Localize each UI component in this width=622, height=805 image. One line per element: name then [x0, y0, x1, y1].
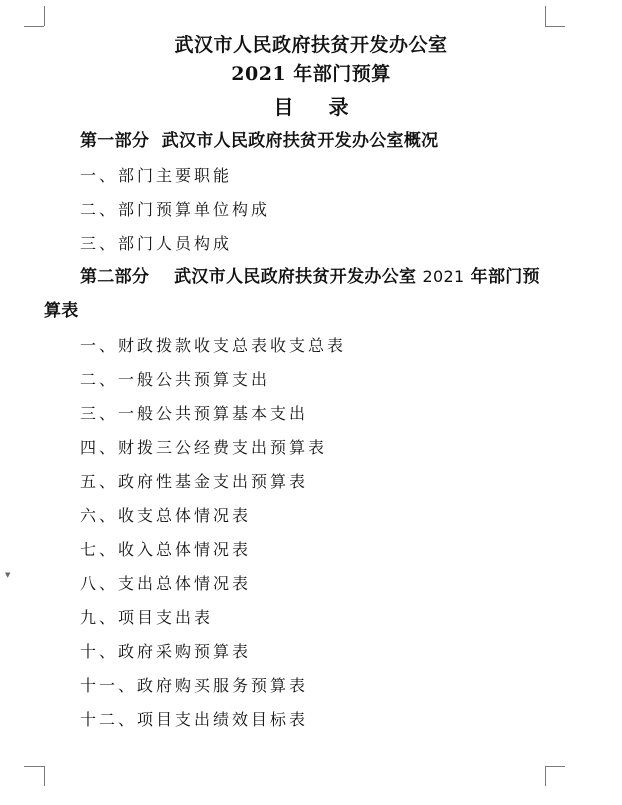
- part2-item-5: 五、政府性基金支出预算表: [80, 472, 309, 491]
- part2-item-4: 四、财拨三公经费支出预算表: [80, 438, 328, 457]
- crop-mark-top-left-h: [24, 26, 44, 27]
- crop-mark-bottom-right-v: [545, 766, 546, 786]
- part2-title-b: 年部门预: [470, 267, 540, 287]
- part1-heading: [80, 126, 438, 151]
- part2-heading-wrap: 算表: [44, 301, 79, 321]
- crop-mark-top-right-h: [545, 26, 565, 27]
- part2-item-11: 十一、政府购买服务预算表: [80, 676, 309, 695]
- part2-item-8: 八、支出总体情况表: [80, 574, 252, 593]
- part2-item-6: 六、收支总体情况表: [80, 506, 252, 525]
- part2-item-2: 二、一般公共预算支出: [80, 370, 271, 389]
- part2-item-7: 七、收入总体情况表: [80, 540, 252, 559]
- part2-item-3: 三、一般公共预算基本支出: [80, 404, 309, 423]
- part2-item-1: 一、财政拨款收支总表收支总表: [80, 336, 347, 355]
- part1-item-1: 一、部门主要职能: [80, 166, 233, 185]
- part2-year: 2021: [422, 267, 465, 286]
- crop-mark-bottom-right-h: [545, 766, 565, 767]
- document-title-line2: 2021 年部门预算: [231, 63, 391, 85]
- part2-item-10: 十、政府采购预算表: [80, 642, 252, 661]
- part2-heading: [80, 262, 540, 287]
- part2-item-9: 九、项目支出表: [80, 608, 214, 627]
- part2-title-a: 武汉市人民政府扶贫开发办公室: [174, 267, 417, 287]
- part1-item-3: 三、部门人员构成: [80, 234, 233, 253]
- part2-item-12: 十二、项目支出绩效目标表: [80, 710, 309, 729]
- crop-mark-bottom-left-v: [44, 766, 45, 786]
- margin-marker: ▼: [5, 571, 11, 579]
- part2-label: 第二部分: [80, 267, 150, 287]
- part1-title: 武汉市人民政府扶贫开发办公室概况: [161, 131, 439, 151]
- part1-item-2: 二、部门预算单位构成: [80, 200, 271, 219]
- crop-mark-bottom-left-h: [24, 766, 44, 767]
- toc-heading: 目 录: [273, 95, 363, 119]
- crop-mark-top-right-v: [545, 6, 546, 26]
- crop-mark-top-left-v: [44, 6, 45, 26]
- part1-label: 第一部分: [80, 131, 150, 151]
- document-title-line1: 武汉市人民政府扶贫开发办公室: [174, 34, 448, 56]
